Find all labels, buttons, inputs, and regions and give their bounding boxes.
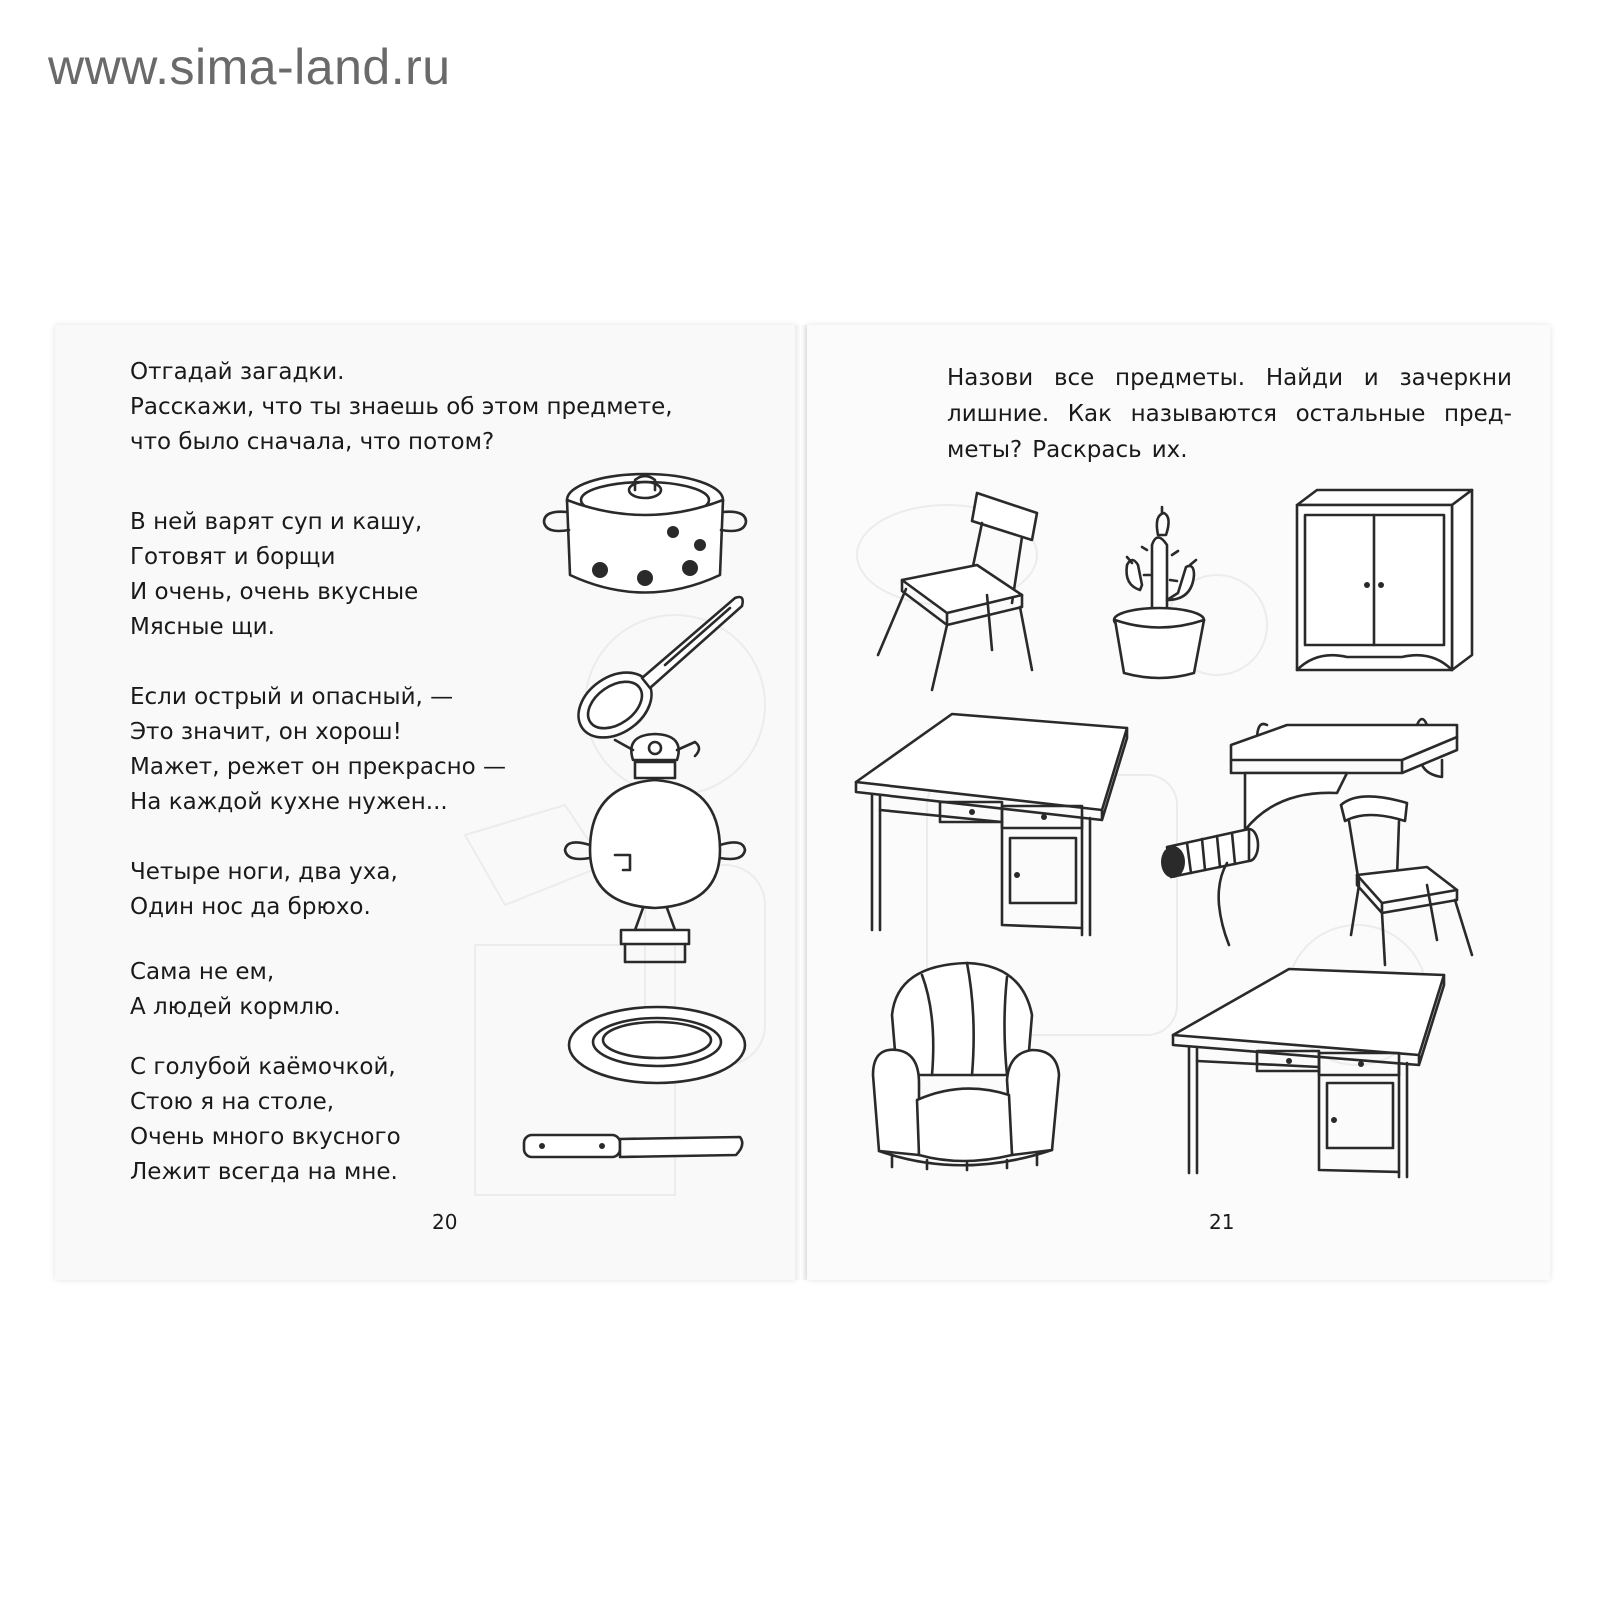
riddle-line: Это значит, он хорош!	[130, 719, 402, 745]
page-number: 21	[1209, 1210, 1235, 1234]
cabinet-icon	[1287, 485, 1477, 685]
riddle-line: Мажет, режет он прекрасно —	[130, 754, 507, 780]
riddle-pot	[130, 505, 422, 645]
book-spread	[55, 325, 1550, 1280]
instruction-line: меты? Раскрась их.	[947, 437, 1188, 463]
book-gutter	[795, 325, 807, 1280]
armchair-icon	[867, 955, 1067, 1170]
riddle-line: С голубой каёмочкой,	[130, 1054, 396, 1080]
chair-icon	[872, 485, 1047, 695]
riddle-knife	[130, 680, 506, 820]
watermark: www.sima-land.ru	[48, 39, 451, 95]
instruction-line: лишние. Как называются остальные пред-	[947, 401, 1512, 427]
riddle-line: В ней варят суп и кашу,	[130, 509, 423, 535]
riddle-line: Сама не ем,	[130, 959, 275, 985]
knife-icon	[520, 1125, 750, 1170]
intro-text	[130, 355, 673, 460]
riddle-line: Готовят и борщи	[130, 544, 336, 570]
riddle-line: И очень, очень вкусные	[130, 579, 419, 605]
riddle-samovar	[130, 855, 398, 925]
riddle-line: А людей кормлю.	[130, 994, 341, 1020]
riddle-line: Стою я на столе,	[130, 1089, 335, 1115]
riddle-plate	[130, 1050, 401, 1190]
instruction-text	[947, 360, 1512, 468]
instruction-line: Назови все предметы. Найди и зачеркни	[947, 365, 1512, 391]
samovar-icon	[555, 730, 755, 980]
cactus-icon	[1102, 505, 1222, 680]
thread-spool-icon	[1157, 825, 1267, 950]
spoon-icon	[570, 590, 750, 745]
intro-line: Отгадай загадки.	[130, 359, 345, 385]
riddle-line: Мясные щи.	[130, 614, 275, 640]
desk-icon	[1169, 965, 1454, 1180]
riddle-line: На каждой кухне нужен...	[130, 789, 448, 815]
intro-line: Расскажи, что ты знаешь об этом предмете,	[130, 394, 673, 420]
riddle-spoon	[130, 955, 341, 1025]
riddle-line: Один нос да брюхо.	[130, 894, 371, 920]
pot-icon	[540, 460, 750, 605]
plate-icon	[565, 1000, 750, 1090]
riddle-line: Четыре ноги, два уха,	[130, 859, 398, 885]
riddle-line: Лежит всегда на мне.	[130, 1159, 398, 1185]
page-number: 20	[432, 1210, 458, 1234]
riddle-line: Очень много вкусного	[130, 1124, 401, 1150]
left-page	[55, 325, 795, 1280]
riddle-line: Если острый и опасный, —	[130, 684, 454, 710]
right-page	[807, 325, 1550, 1280]
chair-icon	[1337, 785, 1477, 970]
desk-icon	[852, 710, 1137, 940]
intro-line: что было сначала, что потом?	[130, 429, 495, 455]
